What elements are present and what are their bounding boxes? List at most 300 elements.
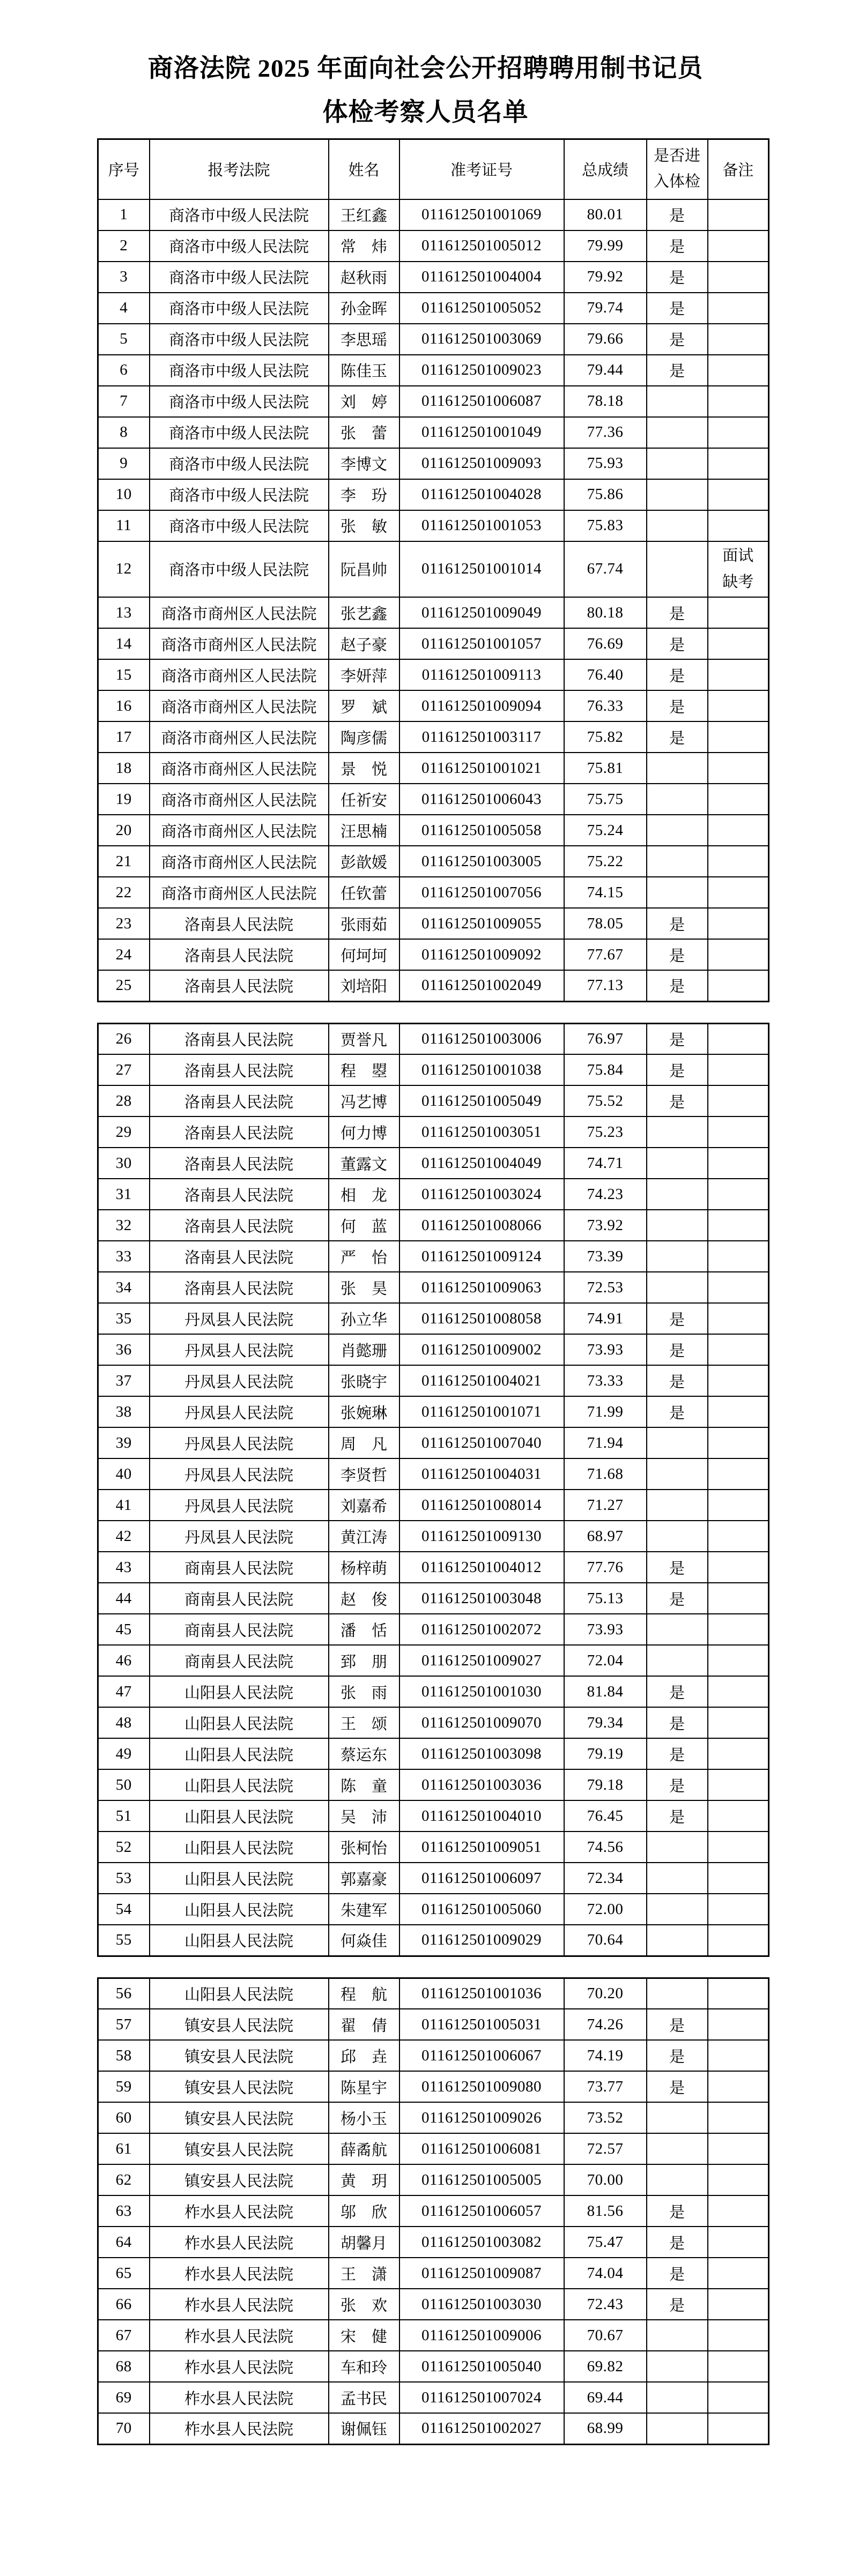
cell-seq: 7 [98,386,150,417]
cell-court: 商南县人民法院 [150,1552,329,1583]
cell-name: 王红鑫 [329,199,399,230]
cell-seq: 44 [98,1583,150,1614]
table-row [98,1863,769,1894]
cell-enter-exam: 是 [647,324,708,355]
cell-name: 郭嘉豪 [329,1863,399,1894]
table-row [98,597,769,628]
cell-seq: 15 [98,659,150,690]
cell-remark [708,1800,769,1832]
cell-score: 76.45 [564,1800,647,1832]
cell-court: 柞水县人民法院 [150,2227,329,2258]
cell-court: 商南县人民法院 [150,1583,329,1614]
table-row [98,2227,769,2258]
cell-court: 柞水县人民法院 [150,2320,329,2351]
cell-exam-no: 011612501002072 [399,1614,564,1645]
table-row [98,1894,769,1925]
cell-exam-no: 011612501001014 [399,541,564,598]
cell-court: 商洛市商州区人民法院 [150,846,329,877]
cell-exam-no: 011612501003051 [399,1116,564,1148]
table-row [98,1458,769,1490]
cell-court: 洛南县人民法院 [150,1148,329,1179]
cell-enter-exam: 是 [647,1676,708,1707]
cell-exam-no: 011612501009080 [399,2071,564,2102]
cell-court: 山阳县人民法院 [150,1832,329,1863]
cell-remark [708,1427,769,1458]
cell-score: 70.64 [564,1925,647,1956]
cell-score: 70.20 [564,1978,647,2009]
cell-score: 72.00 [564,1894,647,1925]
cell-remark [708,597,769,628]
header-score: 总成绩 [564,139,647,199]
table-row [98,2071,769,2102]
cell-court: 商洛市商州区人民法院 [150,597,329,628]
cell-seq: 69 [98,2382,150,2413]
cell-seq: 47 [98,1676,150,1707]
cell-score: 75.86 [564,479,647,510]
cell-court: 商洛市中级人民法院 [150,293,329,324]
cell-name: 张艺鑫 [329,597,399,628]
cell-enter-exam: 是 [647,1583,708,1614]
cell-name: 邱 垚 [329,2040,399,2071]
cell-name: 李思瑶 [329,324,399,355]
cell-exam-no: 011612501003005 [399,846,564,877]
cell-seq: 59 [98,2071,150,2102]
cell-score: 79.19 [564,1738,647,1769]
cell-exam-no: 011612501009029 [399,1925,564,1956]
table-row [98,1334,769,1365]
cell-seq: 24 [98,939,150,970]
table-row [98,2009,769,2040]
cell-exam-no: 011612501004010 [399,1800,564,1832]
cell-court: 洛南县人民法院 [150,939,329,970]
cell-remark [708,1334,769,1365]
cell-exam-no: 011612501001069 [399,199,564,230]
table-row [98,2102,769,2133]
cell-enter-exam [647,2320,708,2351]
table-row [98,2320,769,2351]
cell-seq: 56 [98,1978,150,2009]
cell-remark [708,230,769,262]
table-row [98,1552,769,1583]
table-row [98,1085,769,1116]
cell-remark [708,815,769,846]
cell-court: 丹凤县人民法院 [150,1521,329,1552]
cell-seq: 5 [98,324,150,355]
cell-court: 商南县人民法院 [150,1614,329,1645]
cell-enter-exam [647,1490,708,1521]
table-row [98,1800,769,1832]
cell-seq: 22 [98,877,150,908]
cell-seq: 28 [98,1085,150,1116]
table-row [98,262,769,293]
cell-seq: 23 [98,908,150,939]
table-row [98,1210,769,1241]
cell-enter-exam [647,2351,708,2382]
cell-seq: 21 [98,846,150,877]
cell-remark [708,386,769,417]
table-row [98,1427,769,1458]
cell-seq: 65 [98,2258,150,2289]
cell-exam-no: 011612501009124 [399,1241,564,1272]
table-row [98,479,769,510]
cell-court: 洛南县人民法院 [150,1179,329,1210]
cell-score: 69.82 [564,2351,647,2382]
cell-exam-no: 011612501009006 [399,2320,564,2351]
cell-exam-no: 011612501007040 [399,1427,564,1458]
cell-score: 77.67 [564,939,647,970]
cell-seq: 33 [98,1241,150,1272]
cell-remark [708,262,769,293]
cell-seq: 30 [98,1148,150,1179]
table-row [98,2258,769,2289]
cell-remark [708,1023,769,1054]
cell-enter-exam [647,448,708,479]
cell-court: 柞水县人民法院 [150,2195,329,2227]
cell-court: 商洛市商州区人民法院 [150,784,329,815]
cell-enter-exam [647,2413,708,2444]
cell-exam-no: 011612501007024 [399,2382,564,2413]
roster-table-section-3 [97,1977,769,2445]
cell-court: 洛南县人民法院 [150,1272,329,1303]
page-subtitle: 体检考察人员名单 [322,99,529,126]
cell-enter-exam: 是 [647,721,708,753]
cell-court: 洛南县人民法院 [150,970,329,1001]
cell-seq: 26 [98,1023,150,1054]
cell-enter-exam: 是 [647,1707,708,1738]
cell-enter-exam [647,2102,708,2133]
cell-score: 73.93 [564,1614,647,1645]
cell-seq: 61 [98,2133,150,2164]
cell-name: 李 玢 [329,479,399,510]
table-row [98,1396,769,1427]
cell-seq: 66 [98,2289,150,2320]
cell-enter-exam: 是 [647,2009,708,2040]
cell-court: 丹凤县人民法院 [150,1365,329,1396]
cell-enter-exam [647,1614,708,1645]
cell-enter-exam [647,877,708,908]
table-row [98,1738,769,1769]
cell-score: 76.40 [564,659,647,690]
cell-seq: 45 [98,1614,150,1645]
cell-exam-no: 011612501009049 [399,597,564,628]
cell-seq: 14 [98,628,150,659]
cell-remark [708,1210,769,1241]
cell-court: 山阳县人民法院 [150,1769,329,1800]
cell-score: 72.43 [564,2289,647,2320]
cell-court: 商南县人民法院 [150,1645,329,1676]
cell-court: 商洛市商州区人民法院 [150,721,329,753]
cell-remark [708,628,769,659]
cell-name: 孟书民 [329,2382,399,2413]
cell-enter-exam: 是 [647,1800,708,1832]
table-row [98,199,769,230]
cell-remark [708,510,769,541]
cell-seq: 31 [98,1179,150,1210]
cell-exam-no: 011612501003024 [399,1179,564,1210]
cell-score: 81.56 [564,2195,647,2227]
cell-remark [708,199,769,230]
cell-remark [708,690,769,721]
cell-remark [708,753,769,784]
cell-remark [708,2195,769,2227]
cell-enter-exam: 是 [647,2071,708,2102]
cell-enter-exam [647,1210,708,1241]
table-row [98,386,769,417]
cell-remark [708,2009,769,2040]
cell-seq: 70 [98,2413,150,2444]
cell-score: 77.36 [564,417,647,448]
cell-remark [708,2102,769,2133]
cell-name: 吴 沛 [329,1800,399,1832]
cell-score: 80.18 [564,597,647,628]
table-body-section-1 [98,199,769,1002]
cell-name: 汪思楠 [329,815,399,846]
cell-seq: 58 [98,2040,150,2071]
cell-enter-exam [647,1241,708,1272]
cell-name: 杨小玉 [329,2102,399,2133]
cell-name: 孙金晖 [329,293,399,324]
cell-seq: 32 [98,1210,150,1241]
cell-name: 赵 俊 [329,1583,399,1614]
cell-seq: 38 [98,1396,150,1427]
table-row [98,510,769,541]
cell-name: 张柯怡 [329,1832,399,1863]
cell-enter-exam: 是 [647,659,708,690]
remark-text: 面试缺考 [722,547,754,591]
cell-enter-exam: 是 [647,1085,708,1116]
cell-name: 何坷坷 [329,939,399,970]
cell-score: 75.75 [564,784,647,815]
cell-name: 何力博 [329,1116,399,1148]
cell-court: 镇安县人民法院 [150,2133,329,2164]
cell-remark [708,1894,769,1925]
cell-seq: 51 [98,1800,150,1832]
cell-remark [708,1978,769,2009]
cell-enter-exam [647,1458,708,1490]
cell-court: 商洛市商州区人民法院 [150,877,329,908]
cell-exam-no: 011612501001030 [399,1676,564,1707]
cell-enter-exam: 是 [647,628,708,659]
cell-name: 薛矞航 [329,2133,399,2164]
cell-seq: 1 [98,199,150,230]
cell-court: 商洛市中级人民法院 [150,324,329,355]
cell-exam-no: 011612501005031 [399,2009,564,2040]
cell-remark [708,1645,769,1676]
cell-court: 洛南县人民法院 [150,1116,329,1148]
cell-enter-exam: 是 [647,2258,708,2289]
cell-name: 张 欢 [329,2289,399,2320]
cell-court: 柞水县人民法院 [150,2258,329,2289]
cell-remark [708,1863,769,1894]
cell-exam-no: 011612501003098 [399,1738,564,1769]
cell-exam-no: 011612501005060 [399,1894,564,1925]
table-row [98,1365,769,1396]
cell-enter-exam: 是 [647,1303,708,1334]
cell-enter-exam [647,1148,708,1179]
cell-enter-exam: 是 [647,1334,708,1365]
cell-name: 李博文 [329,448,399,479]
cell-name: 贾誉凡 [329,1023,399,1054]
cell-exam-no: 011612501009070 [399,1707,564,1738]
cell-remark [708,2413,769,2444]
cell-exam-no: 011612501003117 [399,721,564,753]
table-row [98,1303,769,1334]
cell-remark [708,2351,769,2382]
cell-remark [708,846,769,877]
table-row [98,1023,769,1054]
cell-score: 79.34 [564,1707,647,1738]
cell-seq: 48 [98,1707,150,1738]
cell-seq: 60 [98,2102,150,2133]
cell-exam-no: 011612501003030 [399,2289,564,2320]
table-row [98,2351,769,2382]
cell-remark [708,1925,769,1956]
cell-exam-no: 011612501009093 [399,448,564,479]
cell-court: 山阳县人民法院 [150,1925,329,1956]
cell-name: 宋 健 [329,2320,399,2351]
cell-remark [708,2040,769,2071]
cell-seq: 52 [98,1832,150,1863]
cell-remark [708,2227,769,2258]
cell-seq: 57 [98,2009,150,2040]
cell-court: 丹凤县人民法院 [150,1396,329,1427]
cell-exam-no: 011612501003082 [399,2227,564,2258]
cell-remark [708,1707,769,1738]
cell-enter-exam: 是 [647,2195,708,2227]
cell-score: 75.93 [564,448,647,479]
table-row [98,1645,769,1676]
cell-court: 商洛市中级人民法院 [150,479,329,510]
cell-score: 72.57 [564,2133,647,2164]
cell-seq: 36 [98,1334,150,1365]
table-row [98,784,769,815]
cell-exam-no: 011612501001038 [399,1054,564,1085]
cell-score: 78.18 [564,386,647,417]
table-row [98,1521,769,1552]
cell-name: 何焱佳 [329,1925,399,1956]
cell-exam-no: 011612501006087 [399,386,564,417]
cell-seq: 35 [98,1303,150,1334]
cell-name: 蔡运东 [329,1738,399,1769]
cell-enter-exam [647,784,708,815]
cell-seq: 53 [98,1863,150,1894]
cell-enter-exam [647,1863,708,1894]
cell-score: 74.15 [564,877,647,908]
cell-score: 79.66 [564,324,647,355]
cell-name: 冯艺博 [329,1085,399,1116]
cell-enter-exam [647,386,708,417]
cell-exam-no: 011612501009026 [399,2102,564,2133]
cell-seq: 10 [98,479,150,510]
header-enter-exam-label: 是否进入体检 [653,147,700,190]
cell-exam-no: 011612501009023 [399,355,564,386]
cell-exam-no: 011612501009051 [399,1832,564,1863]
cell-name: 张雨茹 [329,908,399,939]
header-name: 姓名 [329,139,399,199]
cell-seq: 19 [98,784,150,815]
cell-seq: 55 [98,1925,150,1956]
cell-name: 赵秋雨 [329,262,399,293]
cell-exam-no: 011612501009002 [399,1334,564,1365]
cell-name: 张晓宇 [329,1365,399,1396]
cell-enter-exam [647,2133,708,2164]
cell-score: 75.84 [564,1054,647,1085]
cell-score: 76.33 [564,690,647,721]
cell-score: 73.52 [564,2102,647,2133]
cell-name: 刘嘉希 [329,1490,399,1521]
cell-score: 79.44 [564,355,647,386]
cell-exam-no: 011612501002049 [399,970,564,1001]
cell-enter-exam: 是 [647,690,708,721]
table-row [98,324,769,355]
cell-name: 赵子豪 [329,628,399,659]
cell-score: 75.13 [564,1583,647,1614]
cell-exam-no: 011612501009092 [399,939,564,970]
cell-exam-no: 011612501004031 [399,1458,564,1490]
cell-remark [708,1583,769,1614]
table-row [98,939,769,970]
cell-seq: 25 [98,970,150,1001]
cell-enter-exam: 是 [647,1023,708,1054]
cell-remark [708,355,769,386]
cell-name: 任祈安 [329,784,399,815]
cell-score: 70.67 [564,2320,647,2351]
cell-exam-no: 011612501003006 [399,1023,564,1054]
table-row [98,846,769,877]
table-row [98,1676,769,1707]
cell-enter-exam [647,1272,708,1303]
cell-name: 张 昊 [329,1272,399,1303]
cell-court: 镇安县人民法院 [150,2071,329,2102]
cell-enter-exam: 是 [647,355,708,386]
cell-score: 75.81 [564,753,647,784]
header-exam-no: 准考证号 [399,139,564,199]
cell-seq: 11 [98,510,150,541]
table-row [98,1241,769,1272]
table-row [98,970,769,1001]
cell-remark [708,1552,769,1583]
cell-court: 丹凤县人民法院 [150,1427,329,1458]
cell-remark [708,908,769,939]
cell-exam-no: 011612501006097 [399,1863,564,1894]
cell-seq: 27 [98,1054,150,1085]
cell-court: 丹凤县人民法院 [150,1334,329,1365]
cell-name: 谢佩钰 [329,2413,399,2444]
cell-enter-exam: 是 [647,908,708,939]
cell-exam-no: 011612501004012 [399,1552,564,1583]
cell-enter-exam: 是 [647,293,708,324]
cell-score: 79.92 [564,262,647,293]
cell-enter-exam [647,2382,708,2413]
page-title: 商洛法院 2025 年面向社会公开招聘聘用制书记员 [147,55,704,83]
cell-score: 74.19 [564,2040,647,2071]
cell-score: 75.23 [564,1116,647,1148]
cell-score: 74.04 [564,2258,647,2289]
cell-enter-exam [647,1521,708,1552]
cell-name: 肖懿珊 [329,1334,399,1365]
cell-exam-no: 011612501008058 [399,1303,564,1334]
cell-court: 镇安县人民法院 [150,2102,329,2133]
cell-court: 商洛市中级人民法院 [150,541,329,598]
cell-seq: 67 [98,2320,150,2351]
cell-enter-exam [647,479,708,510]
cell-name: 邬 欣 [329,2195,399,2227]
cell-court: 镇安县人民法院 [150,2164,329,2195]
table-row [98,815,769,846]
table-row [98,2289,769,2320]
cell-seq: 37 [98,1365,150,1396]
cell-court: 商洛市中级人民法院 [150,199,329,230]
